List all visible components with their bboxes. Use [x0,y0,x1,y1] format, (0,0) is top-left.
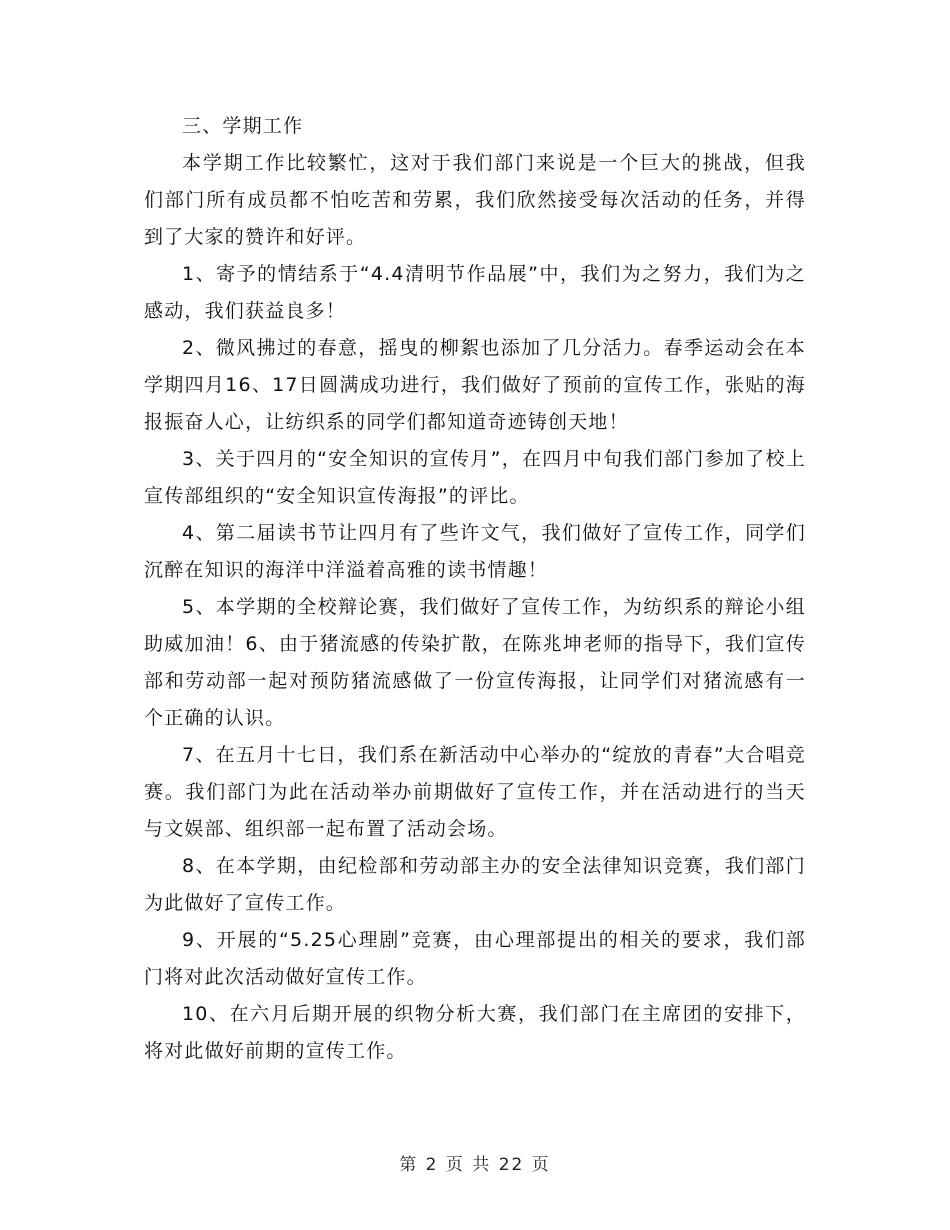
paragraph-item-7: 7、在五月十七日，我们系在新活动中心举办的“绽放的青春”大合唱竞赛。我们部门为此在活动举办前期做好了宣传工作，并在活动进行的当天与文娱部、组织部一起布置了活动会场。 [144,744,806,840]
paragraph-item-3: 3、关于四月的“安全知识的宣传月”，在四月中旬我们部门参加了校上宣传部组织的“安全知识宣传海报”的评比。 [144,448,806,507]
paragraph-item-5-6: 5、本学期的全校辩论赛，我们做好了宣传工作，为纺织系的辩论小组助威加油！6、由于猪流感的传染扩散，在陈兆坤老师的指导下，我们宣传部和劳动部一起对预防猪流感做了一份宣传海报，让同学们对猪流感有一个正确的认识。 [144,596,806,729]
paragraph-item-1: 1、寄予的情结系于“4.4清明节作品展”中，我们为之努力，我们为之感动，我们获益良多！ [144,263,806,322]
document-body [144,108,806,1070]
paragraph-item-10: 10、在六月后期开展的织物分析大赛，我们部门在主席团的安排下，将对此做好前期的宣传工作。 [144,1003,806,1062]
paragraph-item-8: 8、在本学期，由纪检部和劳动部主办的安全法律知识竞赛，我们部门为此做好了宣传工作。 [144,855,806,914]
paragraph-item-4: 4、第二届读书节让四月有了些许文气，我们做好了宣传工作，同学们沉醉在知识的海洋中洋溢着高雅的读书情趣！ [144,522,806,581]
paragraph-intro: 本学期工作比较繁忙，这对于我们部门来说是一个巨大的挑战，但我们部门所有成员都不怕吃苦和劳累，我们欣然接受每次活动的任务，并得到了大家的赞许和好评。 [144,152,806,248]
page-number-footer: 第 2 页 共 22 页 [399,1155,551,1175]
paragraph-item-2: 2、微风拂过的春意，摇曳的柳絮也添加了几分活力。春季运动会在本学期四月16、17日圆满成功进行，我们做好了预前的宣传工作，张贴的海报振奋人心，让纺织系的同学们都知道奇迹铸创天地！ [144,337,806,433]
paragraph-item-9: 9、开展的“5.25心理剧”竞赛，由心理部提出的相关的要求，我们部门将对此次活动做好宣传工作。 [144,929,806,988]
section-heading: 三、学期工作 [182,115,304,137]
